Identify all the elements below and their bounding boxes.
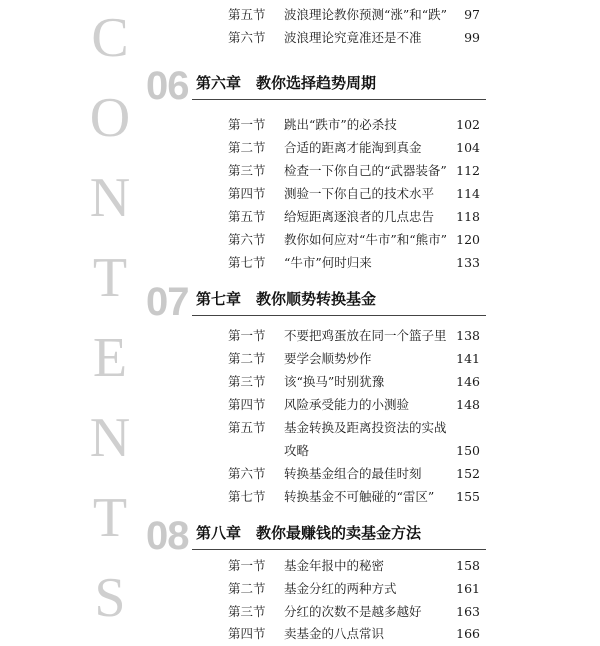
section-label: 第一节 [228, 117, 266, 132]
toc-entry[interactable] [228, 229, 486, 251]
section-label: 第三节 [228, 374, 266, 389]
page-number: 133 [456, 255, 480, 270]
toc-entry[interactable] [228, 578, 486, 600]
chapter-title: 第七章 教你顺势转换基金 [196, 290, 377, 308]
section-label: 第五节 [228, 7, 266, 22]
page-number: 112 [456, 163, 480, 178]
watermark-letter: E [92, 327, 128, 389]
page-number: 102 [456, 117, 480, 132]
toc-entry[interactable] [228, 206, 486, 228]
entry-title: 基金年报中的秘密 [284, 558, 385, 573]
entry-title: 给短距离逐浪者的几点忠告 [284, 209, 435, 224]
section-label: 第二节 [228, 140, 266, 155]
page-number: 104 [456, 140, 480, 155]
entry-title: 检查一下你自己的“武器装备” [284, 163, 447, 178]
section-label: 第三节 [228, 604, 266, 619]
page-number: 150 [456, 443, 480, 458]
page-number: 152 [456, 466, 480, 481]
entry-title: 基金分红的两种方式 [284, 581, 397, 596]
chapter-divider [192, 315, 486, 316]
entry-title: 测验一下你自己的技术水平 [284, 186, 435, 201]
watermark-letter: C [91, 7, 129, 69]
entry-title: 转换基金不可触碰的“雷区” [284, 489, 435, 504]
entry-title: 教你如何应对“牛市”和“熊市” [284, 232, 448, 247]
section-label: 第六节 [228, 466, 266, 481]
toc-entry[interactable] [228, 348, 486, 370]
chapter-number: 07 [146, 280, 189, 324]
entry-title: 波浪理论教你预测“涨”和“跌” [284, 7, 448, 22]
page-number: 158 [456, 558, 480, 573]
page-number: 148 [456, 397, 480, 412]
entry-title: 合适的距离才能淘到真金 [284, 140, 422, 155]
entry-title: 该“换马”时别犹豫 [284, 374, 385, 389]
section-label: 第二节 [228, 351, 266, 366]
page-number: 118 [456, 209, 480, 224]
entry-title: 分红的次数不是越多越好 [284, 604, 422, 619]
entry-title: 风险承受能力的小测验 [284, 397, 410, 412]
page-number: 138 [456, 328, 480, 343]
entry-title: 转换基金组合的最佳时刻 [284, 466, 422, 481]
toc-entry[interactable] [228, 114, 486, 136]
toc-entry[interactable] [228, 27, 486, 49]
entry-title: 基金转换及距离投资法的实战 [284, 420, 447, 435]
toc-entry[interactable] [228, 371, 486, 393]
section-label: 第一节 [228, 558, 266, 573]
chapter-number: 06 [146, 64, 189, 108]
toc-entry[interactable] [228, 486, 486, 508]
toc-entry[interactable] [228, 4, 486, 26]
page-number: 155 [456, 489, 480, 504]
watermark-letter: O [89, 87, 131, 149]
section-label: 第五节 [228, 209, 266, 224]
page-number: 166 [456, 626, 480, 641]
page-number: 146 [456, 374, 480, 389]
watermark-letter: S [94, 567, 126, 629]
page-number: 99 [464, 30, 480, 45]
chapter-heading-06[interactable] [146, 66, 486, 106]
chapter-divider [192, 99, 486, 100]
toc-entry[interactable] [228, 601, 486, 623]
entry-title: 跳出“跌市”的必杀技 [284, 117, 397, 132]
page-number: 163 [456, 604, 480, 619]
toc-entry[interactable] [228, 463, 486, 485]
entry-title: 波浪理论究竟准还是不准 [284, 30, 422, 45]
entry-title: “牛市”何时归来 [284, 255, 372, 270]
toc-entry[interactable] [228, 252, 486, 274]
watermark-letter: T [92, 247, 128, 309]
section-label: 第一节 [228, 328, 266, 343]
section-label: 第七节 [228, 489, 266, 504]
toc-entry[interactable] [228, 417, 486, 439]
section-label: 第三节 [228, 163, 266, 178]
toc-entry[interactable] [228, 555, 486, 577]
chapter-title: 第六章 教你选择趋势周期 [196, 74, 377, 92]
page-number: 114 [456, 186, 480, 201]
toc-entry[interactable] [228, 137, 486, 159]
chapter-heading-07[interactable] [146, 282, 486, 322]
entry-title: 不要把鸡蛋放在同一个篮子里 [284, 328, 447, 343]
toc-entry[interactable] [228, 394, 486, 416]
chapter-heading-08[interactable] [146, 516, 486, 556]
page-number: 97 [464, 7, 480, 22]
toc-entry[interactable] [228, 160, 486, 182]
page-number: 161 [456, 581, 480, 596]
section-label: 第六节 [228, 30, 266, 45]
entry-title: 卖基金的八点常识 [284, 626, 385, 641]
section-label: 第六节 [228, 232, 266, 247]
entry-title: 攻略 [284, 443, 310, 458]
toc-entry[interactable] [228, 325, 486, 347]
section-label: 第五节 [228, 420, 266, 435]
section-label: 第四节 [228, 186, 266, 201]
watermark-letter: N [89, 167, 131, 229]
chapter-title: 第八章 教你最赚钱的卖基金方法 [196, 524, 422, 542]
chapter-number: 08 [146, 514, 189, 558]
page-number: 141 [456, 351, 480, 366]
toc-entry-continuation[interactable] [228, 440, 486, 462]
watermark-letter: N [89, 407, 131, 469]
section-label: 第七节 [228, 255, 266, 270]
watermark-letter: T [92, 487, 128, 549]
entry-title: 要学会顺势炒作 [284, 351, 372, 366]
toc-entry[interactable] [228, 623, 486, 645]
page-number: 120 [456, 232, 480, 247]
toc-entry[interactable] [228, 183, 486, 205]
section-label: 第二节 [228, 581, 266, 596]
section-label: 第四节 [228, 626, 266, 641]
chapter-divider [192, 549, 486, 550]
section-label: 第四节 [228, 397, 266, 412]
